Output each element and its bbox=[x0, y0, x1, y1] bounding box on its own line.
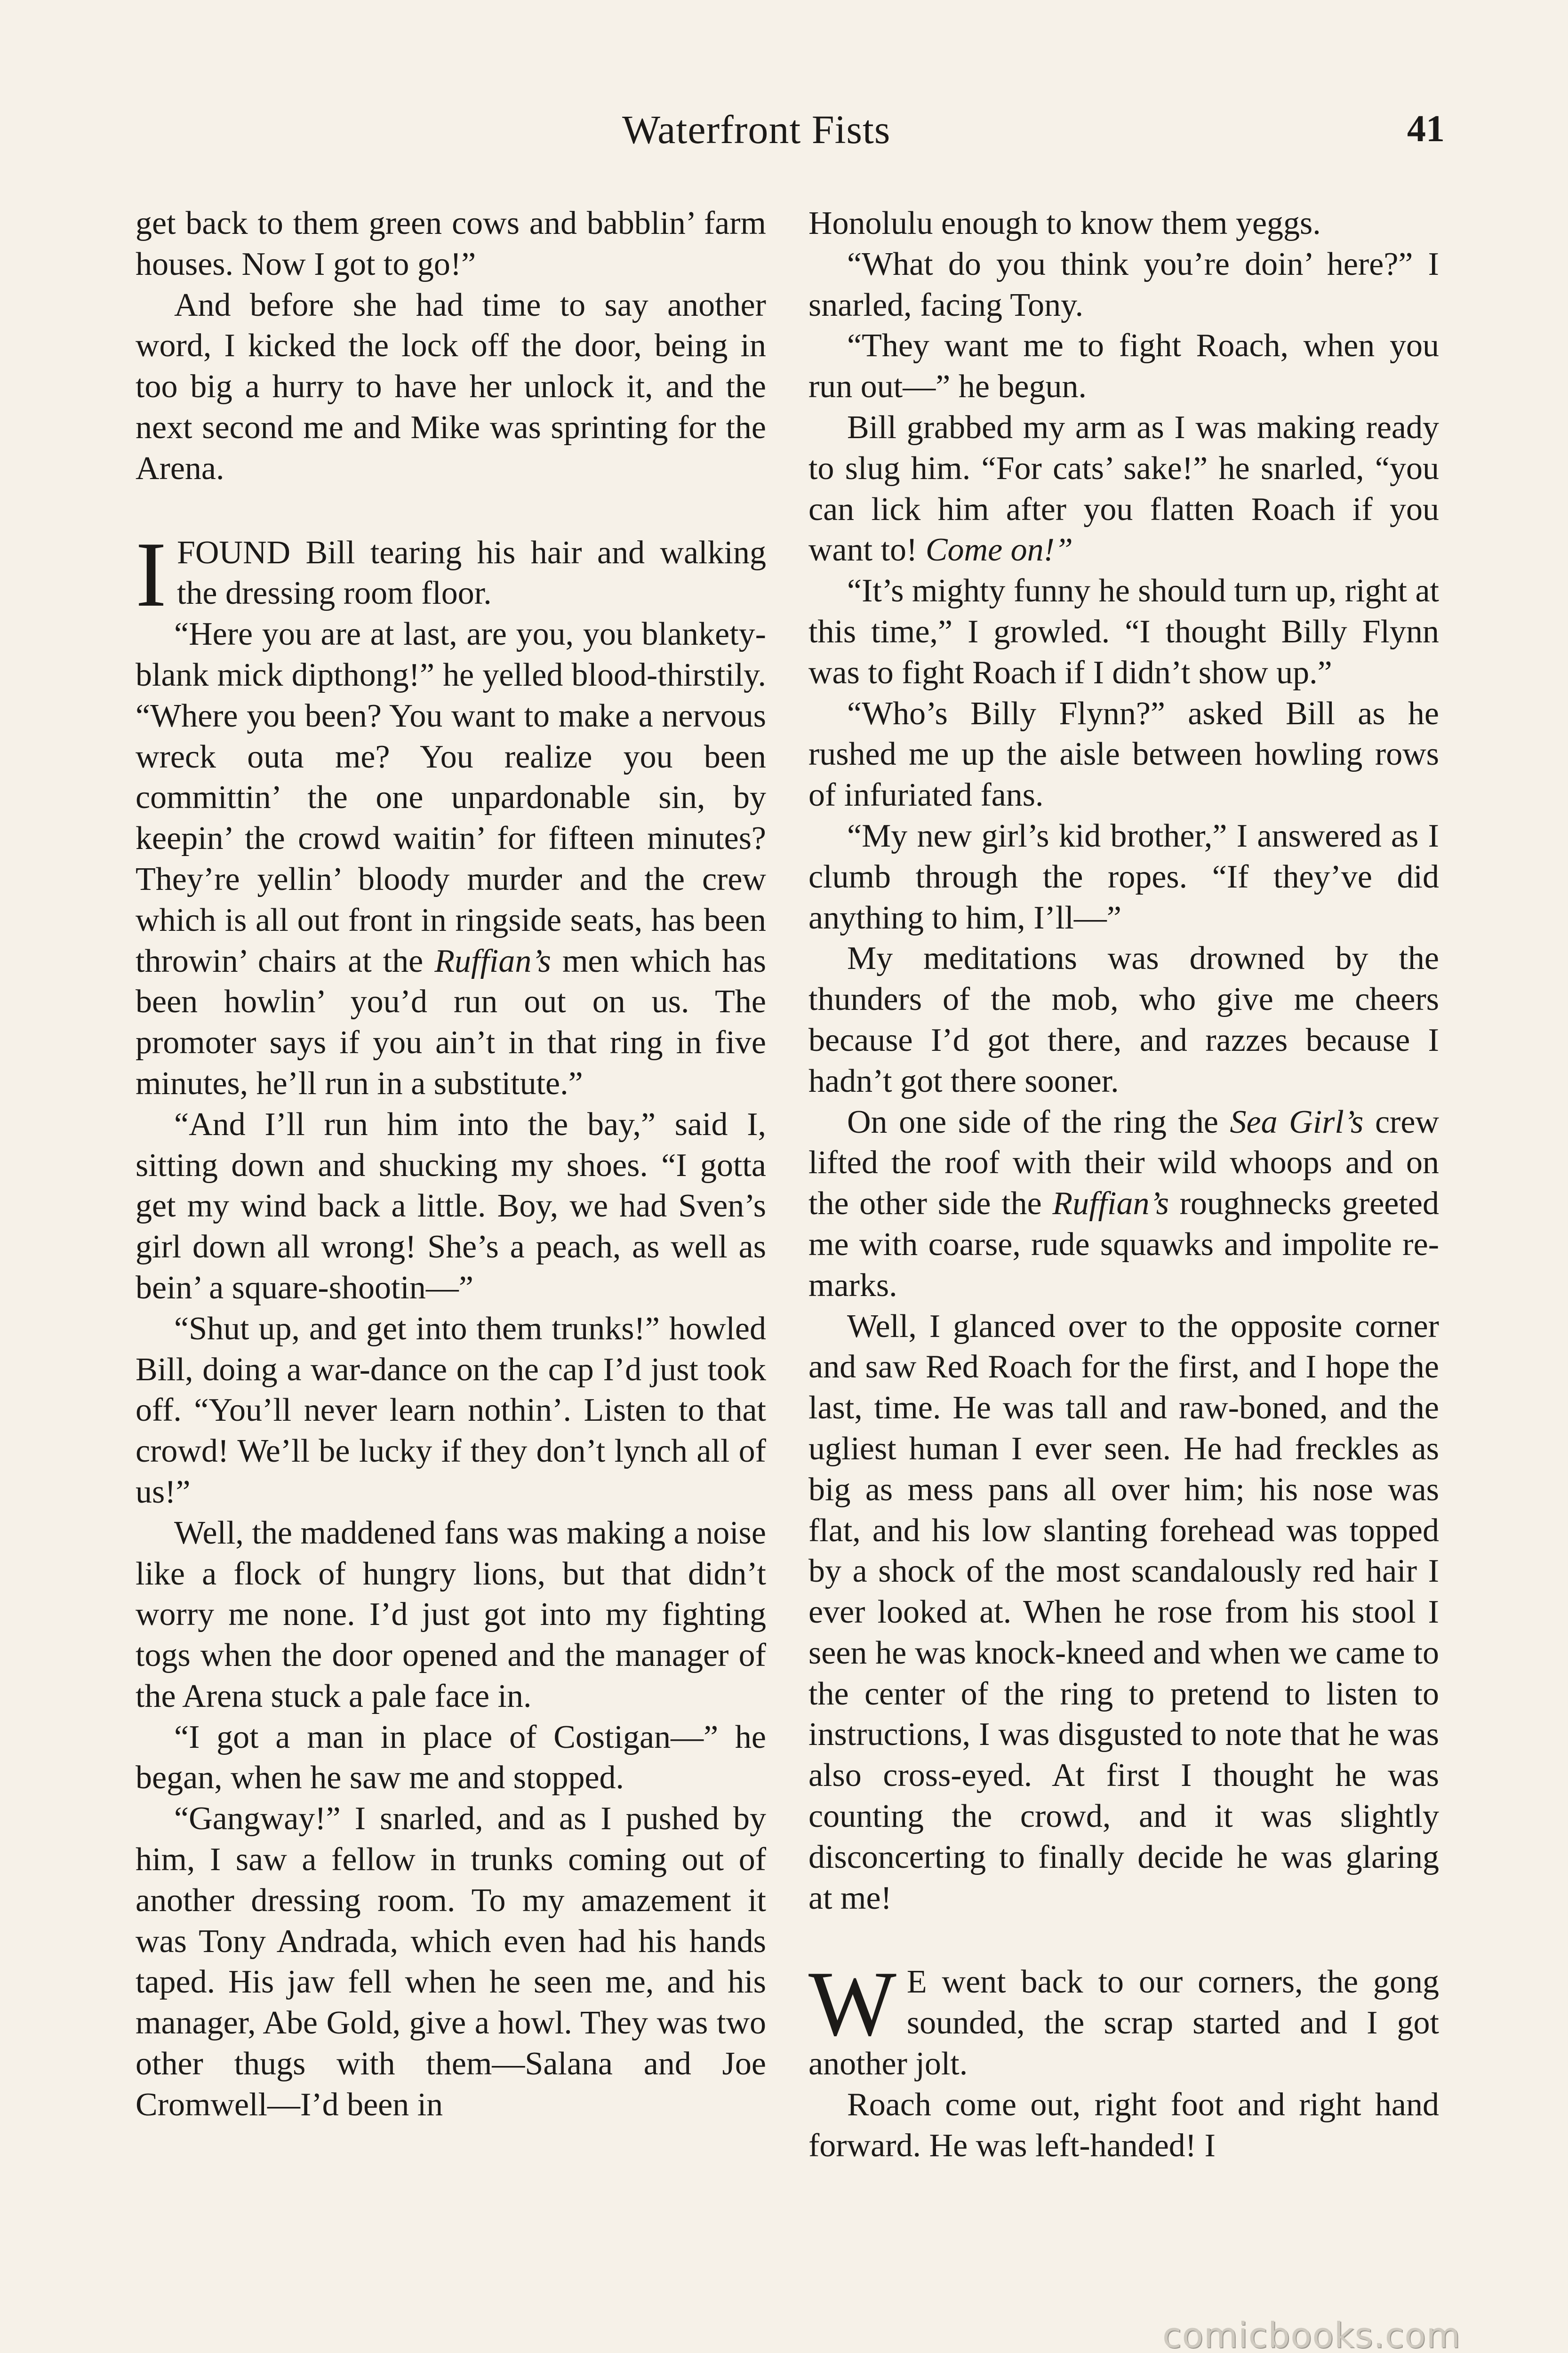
paragraph-text: men which has been howlin’ you’d run out on us. The promoter says if you ain’t in that ring in five minutes, he’ll run in a substitute.” bbox=[136, 943, 766, 1102]
paragraph bbox=[136, 614, 766, 1104]
paragraph: “Who’s Billy Flynn?” asked Bill as he rushed me up the aisle between howling rows of infuriated fans. bbox=[808, 695, 1439, 814]
running-title: Waterfront Fists bbox=[622, 107, 891, 152]
paragraph-text: “Here you are at last, are you, you blankety-blank mick dipthong!” he yelled blood-thirstily. “Where you been? You want to make a nervous wreck outa me? You realize you been committin’ the one unpardonable sin, by keepin’ the crowd waitin’ for fifteen minutes? They’re yellin’ bloody murder and the crew which is all out front in ringside seats, has been throwin’ chairs at the bbox=[136, 616, 766, 979]
source-watermark: comicbooks.com bbox=[1162, 2315, 1461, 2353]
paragraph: “They want me to fight Roach, when you run out—” he begun. bbox=[808, 328, 1439, 405]
paragraph: “I got a man in place of Costigan—” he began, when he saw me and stopped. bbox=[136, 1719, 766, 1796]
paragraph: “What do you think you’re doin’ here?” I snarled, facing Tony. bbox=[808, 246, 1439, 323]
paragraph: My meditations was drowned by the thunders of the mob, who give me cheers because I’d got there, and razzes because I hadn’t got there sooner. bbox=[808, 940, 1439, 1099]
section-opening-paragraph bbox=[808, 1952, 1439, 2084]
paragraph: get back to them green cows and babblin’ farm houses. Now I got to go!” bbox=[136, 205, 766, 282]
paragraph: “It’s mighty funny he should turn up, right at this time,” I growled. “I thought Billy Flynn was to fight Roach if I didn’t show up.” bbox=[808, 573, 1439, 691]
drop-cap: I bbox=[136, 522, 167, 626]
paragraph: “My new girl’s kid brother,” I answered as I clumb through the ropes. “If they’ve did anything to him, I’ll—” bbox=[808, 817, 1439, 936]
paragraph-text: On one side of the ring the bbox=[847, 1104, 1218, 1140]
paragraph: Honolulu enough to know them yeggs. bbox=[808, 205, 1321, 241]
paragraph: “Gangway!” I snarled, and as I pushed by him, I saw a fellow in trunks coming out of another dressing room. To my amazement it was Tony Andrada, which even had his hands taped. His jaw fell when he seen me, and his manager, Abe Gold, give a howl. They was two other thugs with them—Salana and Joe Cromwell—I’d been in bbox=[136, 1801, 766, 2123]
page-header bbox=[0, 96, 1568, 162]
paragraph: Well, I glanced over to the opposite corner and saw Red Roach for the first, and I hope the last, time. He was tall and raw-boned, and the ugliest human I ever seen. He had freckles as big as mess pans all over him; his nose was flat, and his low slanting forehead was topped by a shock of the most scandalously red hair I ever looked at. When he rose from his stool I seen he was knock-kneed and when we came to the center of the ring to pretend to listen to instructions, I was disgusted to note that he was also cross-eyed. At first I thought he was counting the crowd, and it was slightly disconcerting to finally decide he was glaring at me! bbox=[808, 1308, 1439, 1916]
page-number: 41 bbox=[1407, 108, 1445, 150]
paragraph-text: crew lifted the roof with their wild whoops and on the other side the bbox=[808, 1104, 1439, 1222]
paragraph: And before she had time to say another word, I kicked the lock off the door, being in too big a hurry to have her unlock it, and the next second me and Mike was sprinting for the Arena. bbox=[136, 287, 766, 487]
right-column bbox=[808, 203, 1439, 2166]
paragraph: “And I’ll run him into the bay,” said I, sitting down and shucking my shoes. “I gotta get my wind back a little. Boy, we had Sven’s girl down all wrong! She’s a peach, as well as bein’ a square-shootin—” bbox=[136, 1106, 766, 1306]
paragraph-text: roughnecks greeted me with coarse, rude squawks and impolite remarks. bbox=[808, 1185, 1440, 1304]
paragraph bbox=[808, 408, 1439, 571]
paragraph bbox=[808, 1102, 1439, 1306]
paragraph: Well, the maddened fans was making a noise like a flock of hungry lions, but that didn’t worry me none. I’d just got into my fighting togs when the door opened and the manager of the Arena stuck a pale face in. bbox=[136, 1514, 766, 1714]
italic-ship-name: Ruffian’s bbox=[1052, 1185, 1169, 1222]
paragraph: “Shut up, and get into them trunks!” howled Bill, doing a war-dance on the cap I’d just took off. “You’ll never learn nothin’. Listen to that crowd! We’ll be lucky if they don’t lynch all of us!” bbox=[136, 1310, 766, 1510]
drop-cap: W bbox=[808, 1952, 896, 2056]
left-column bbox=[136, 203, 766, 2126]
section-opening-paragraph bbox=[136, 522, 766, 626]
paragraph-text: FOUND Bill tearing his hair and walking the dressing room floor. bbox=[176, 534, 766, 612]
paragraph-text: Bill grabbed my arm as I was making ready to slug him. “For cats’ sake!” he snarled, “you can lick him after you flatten Roach if you want to! bbox=[808, 409, 1439, 568]
italic-exclamation: Come on!” bbox=[925, 532, 1073, 568]
italic-ship-name: Ruffian’s bbox=[434, 943, 551, 979]
paragraph: Roach come out, right foot and right hand forward. He was left-handed! I bbox=[808, 2086, 1439, 2164]
italic-ship-name: Sea Girl’s bbox=[1230, 1104, 1364, 1140]
paragraph-text: E went back to our corners, the gong sounded, the scrap started and I got another jolt. bbox=[808, 1964, 1439, 2082]
